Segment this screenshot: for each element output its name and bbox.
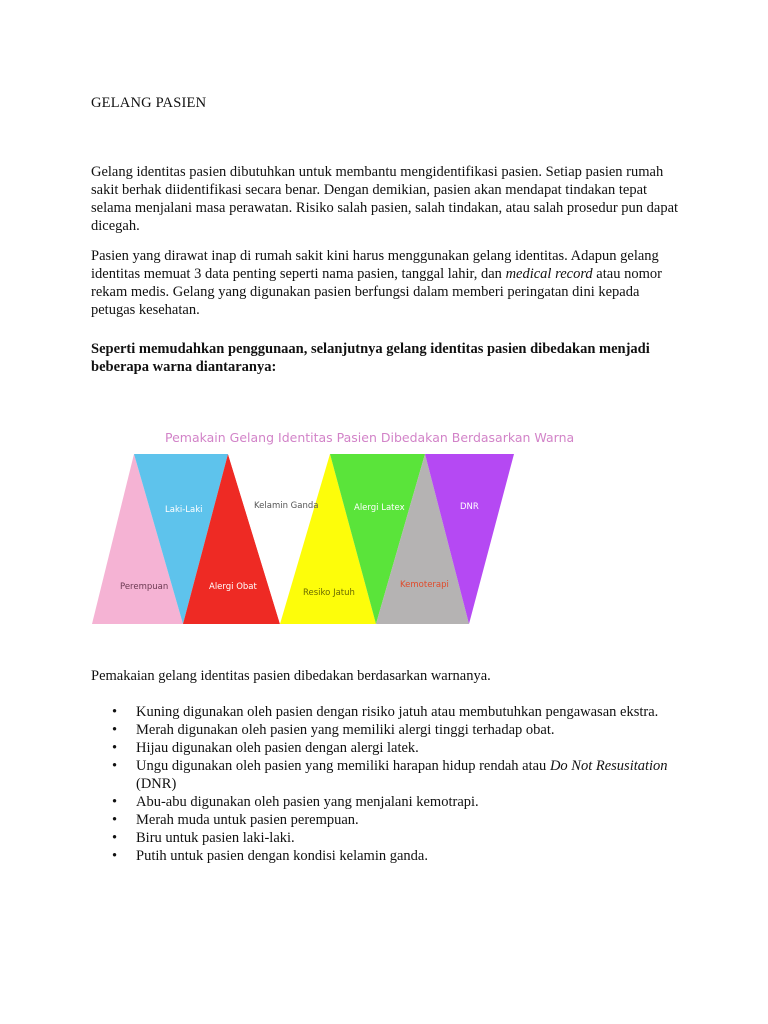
bullet-icon: • bbox=[112, 848, 118, 864]
list-item-text: Kuning digunakan oleh pasien dengan risiko jatuh atau membutuhkan pengawasan ekstra. bbox=[136, 704, 659, 720]
list-item bbox=[91, 847, 671, 865]
label-laki-laki: Laki-Laki bbox=[165, 505, 203, 515]
label-perempuan: Perempuan bbox=[120, 582, 169, 592]
figure-title: Pemakain Gelang Identitas Pasien Dibedakan Berdasarkan Warna bbox=[165, 430, 575, 445]
color-bullet-list bbox=[91, 703, 671, 865]
list-item bbox=[91, 829, 671, 847]
paragraph-colors-heading: Seperti memudahkan penggunaan, selanjutnya gelang identitas pasien dibedakan menjadi beberapa warna diantaranya: bbox=[91, 341, 650, 375]
bullet-icon: • bbox=[112, 740, 118, 756]
label-kelamin-ganda: Kelamin Ganda bbox=[254, 501, 319, 511]
list-item-text: Ungu digunakan oleh pasien yang memiliki harapan hidup rendah atau bbox=[136, 758, 550, 774]
label-kemoterapi: Kemoterapi bbox=[400, 580, 449, 590]
list-item bbox=[91, 721, 671, 739]
dnr-term: Do Not Resusitation bbox=[549, 758, 668, 774]
paragraph-text: Pasien yang dirawat inap di rumah sakit kini harus menggunakan gelang identitas. Adapun gelang identitas memuat 3 data penting seperti nama pasien, tanggal lahir, dan bbox=[91, 248, 659, 282]
paragraph-identity-data bbox=[91, 247, 681, 319]
list-item bbox=[91, 811, 671, 829]
list-item-text: Merah muda untuk pasien perempuan. bbox=[136, 812, 359, 828]
paragraph-text: atau nomor rekam medis. Gelang yang digunakan pasien berfungsi dalam memberi peringatan dini kepada petugas kesehatan. bbox=[91, 266, 662, 318]
list-item-text: Hijau digunakan oleh pasien dengan alergi latek. bbox=[136, 740, 419, 756]
label-alergi-latex: Alergi Latex bbox=[354, 503, 405, 513]
document-title: GELANG PASIEN bbox=[91, 95, 207, 111]
list-item-text: (DNR) bbox=[136, 776, 177, 792]
figure-caption: Pemakaian gelang identitas pasien dibedakan berdasarkan warnanya. bbox=[91, 668, 491, 684]
bullet-icon: • bbox=[112, 830, 118, 846]
list-item-text: Biru untuk pasien laki-laki. bbox=[136, 830, 295, 846]
list-item-text: Abu-abu digunakan oleh pasien yang menjalani kemotrapi. bbox=[136, 794, 479, 810]
label-dnr: DNR bbox=[460, 502, 479, 512]
bullet-icon: • bbox=[112, 722, 118, 738]
bullet-icon: • bbox=[112, 794, 118, 810]
list-item bbox=[91, 703, 671, 721]
list-item bbox=[91, 739, 671, 757]
bullet-icon: • bbox=[112, 812, 118, 828]
medical-record-term: medical record bbox=[505, 266, 593, 282]
list-item bbox=[91, 757, 671, 793]
paragraph-intro: Gelang identitas pasien dibutuhkan untuk membantu mengidentifikasi pasien. Setiap pasien rumah sakit berhak diidentifikasi secara benar. Dengan demikian, pasien akan mendapat tindakan tepat selama menjalani masa perawatan. Risiko salah pasien, salah tindakan, atau salah prosedur pun dapat dicegah. bbox=[91, 164, 679, 234]
label-resiko-jatuh: Resiko Jatuh bbox=[303, 588, 355, 598]
bullet-icon: • bbox=[112, 704, 118, 720]
list-item-text: Merah digunakan oleh pasien yang memiliki alergi tinggi terhadap obat. bbox=[136, 722, 555, 738]
bullet-icon: • bbox=[112, 758, 118, 774]
list-item-text: Putih untuk pasien dengan kondisi kelamin ganda. bbox=[136, 848, 428, 864]
wristband-color-figure bbox=[88, 417, 575, 632]
label-alergi-obat: Alergi Obat bbox=[209, 582, 257, 592]
list-item bbox=[91, 793, 671, 811]
wristband-color-diagram bbox=[88, 417, 575, 632]
